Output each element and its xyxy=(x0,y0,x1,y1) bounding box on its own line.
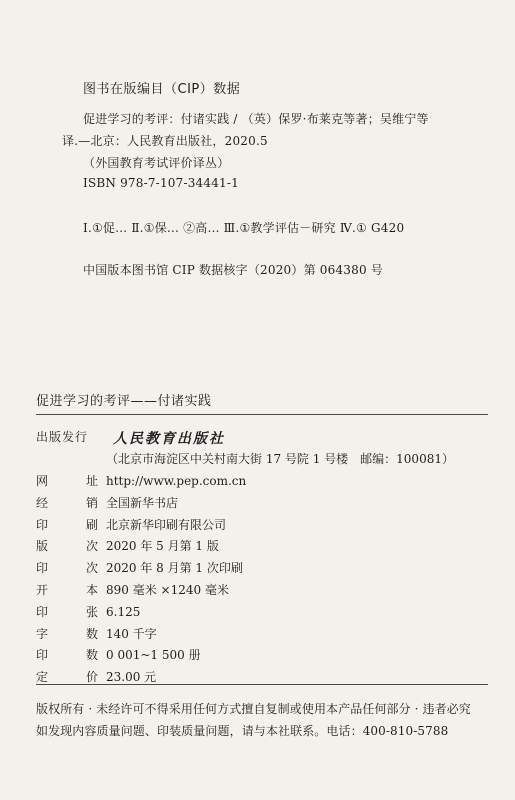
cip-classification: Ⅰ.①促… Ⅱ.①保… ②高… Ⅲ.①教学评估－研究 Ⅳ.① G420 xyxy=(83,221,405,235)
book-title: 促进学习的考评——付诸实践 xyxy=(36,394,212,409)
publication-row xyxy=(36,668,156,685)
label-char: 印 xyxy=(36,561,49,576)
label-char: 本 xyxy=(86,583,99,597)
label-char: 印 xyxy=(36,604,49,619)
label-char: 数 xyxy=(86,626,99,641)
cip-line-2: 译.—北京：人民教育出版社，2020.5 xyxy=(62,134,268,148)
publication-row xyxy=(36,559,243,576)
publication-row-value: 6.125 xyxy=(106,604,141,619)
publication-row-label xyxy=(36,625,106,642)
publication-row-value: 2020 年 5 月第 1 版 xyxy=(106,539,219,554)
label-char: 价 xyxy=(86,670,99,685)
publication-row xyxy=(36,646,201,663)
publication-row xyxy=(36,625,157,642)
label-char: 址 xyxy=(86,474,99,488)
cip-heading: 图书在版编目（CIP）数据 xyxy=(83,82,241,97)
publication-row-value: 2020 年 8 月第 1 次印刷 xyxy=(106,561,243,576)
publication-row xyxy=(36,472,246,489)
publication-row-label xyxy=(36,537,106,554)
publication-row-value: 140 千字 xyxy=(106,626,157,641)
publisher-row xyxy=(36,428,106,445)
label-char: 印 xyxy=(36,648,49,663)
publication-row-value: 23.00 元 xyxy=(106,670,157,685)
publisher-address: （北京市海淀区中关村南大街 17 号院 1 号楼 邮编：100081） xyxy=(106,452,454,466)
label-char: 开 xyxy=(36,583,49,597)
publication-row-label xyxy=(36,581,106,598)
publication-row xyxy=(36,603,140,620)
cip-line-1: 促进学习的考评：付诸实践 / （英）保罗·布莱克等著；吴维宁等 xyxy=(83,112,429,126)
copyright-notice: 版权所有 · 未经许可不得采用任何方式擅自复制或使用本产品任何部分 · 违者必究 xyxy=(36,702,471,716)
publisher-label: 出版发行 xyxy=(36,430,89,444)
cip-line-3: （外国教育考试评价译丛） xyxy=(83,156,230,170)
publication-row xyxy=(36,494,178,511)
label-char: 销 xyxy=(86,495,99,510)
label-char: 张 xyxy=(86,604,99,619)
divider-top xyxy=(36,414,488,415)
publication-row-label xyxy=(36,516,106,533)
publication-row-label xyxy=(36,472,106,489)
label-char: 定 xyxy=(36,670,49,685)
publisher-logo: 人民教育出版社 xyxy=(113,431,225,447)
publication-row-value: 890 毫米 ×1240 毫米 xyxy=(106,583,229,597)
publication-row xyxy=(36,537,219,554)
publication-row-value: 全国新华书店 xyxy=(106,495,179,510)
cip-record-number: 中国版本图书馆 CIP 数据核字（2020）第 064380 号 xyxy=(83,263,384,277)
publication-row-label xyxy=(36,668,106,685)
publication-row xyxy=(36,581,229,598)
publication-row xyxy=(36,516,226,533)
label-char: 次 xyxy=(86,561,99,576)
publication-row-value: http://www.pep.com.cn xyxy=(106,474,247,488)
cip-isbn: ISBN 978-7-107-34441-1 xyxy=(83,176,239,190)
publication-row-label xyxy=(36,646,106,663)
publication-row-value: 0 001~1 500 册 xyxy=(106,648,201,663)
publication-row-label xyxy=(36,559,106,576)
publication-row-label xyxy=(36,494,106,511)
label-char: 版 xyxy=(36,539,49,554)
label-char: 数 xyxy=(86,648,99,663)
label-char: 经 xyxy=(36,495,49,510)
quality-contact-notice: 如发现内容质量问题、印装质量问题，请与本社联系。电话：400-810-5788 xyxy=(36,724,449,738)
label-char: 网 xyxy=(36,474,49,488)
label-char: 次 xyxy=(86,539,99,554)
publication-row-label xyxy=(36,603,106,620)
divider-bottom xyxy=(36,684,488,685)
label-char: 印 xyxy=(36,517,49,532)
label-char: 刷 xyxy=(86,517,99,532)
label-char: 字 xyxy=(36,626,49,641)
publication-row-value: 北京新华印刷有限公司 xyxy=(106,517,227,532)
